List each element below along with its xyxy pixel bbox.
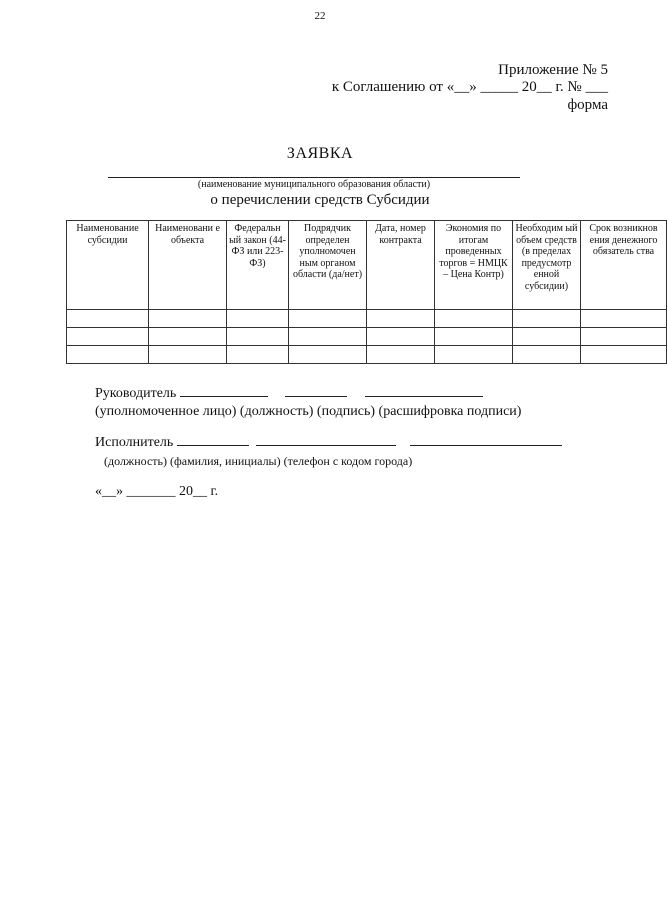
form-label: форма [567, 97, 608, 113]
head-signature-row [95, 384, 483, 402]
column-header: Срок возникнов ения денежного обязатель ства [581, 221, 667, 310]
document-title: ЗАЯВКА [286, 145, 354, 162]
column-header: Федеральн ый закон (44-ФЗ или 223-ФЗ) [227, 221, 289, 310]
column-header: Необходим ый объем средств (в пределах предусмотр енной субсидии) [513, 221, 581, 310]
table-cell [289, 346, 367, 364]
column-header: Дата, номер контракта [367, 221, 435, 310]
municipality-fill-line [108, 177, 520, 178]
table-cell [581, 310, 667, 328]
table-row [67, 310, 667, 328]
executor-label: Исполнитель [95, 435, 174, 450]
table-cell [149, 310, 227, 328]
document-subtitle: о перечислении средств Субсидии [210, 192, 430, 208]
table-cell [581, 346, 667, 364]
table-cell [435, 346, 513, 364]
table-cell [367, 346, 435, 364]
executor-caption: (должность) (фамилия, инициалы) (телефон с кодом города) [104, 454, 413, 468]
executor-phone-line [410, 433, 562, 446]
table-cell [227, 346, 289, 364]
table-cell [227, 310, 289, 328]
column-header: Наименовани е объекта [149, 221, 227, 310]
table-cell [513, 328, 581, 346]
head-label: Руководитель [95, 386, 177, 401]
executor-position-line [177, 433, 249, 446]
table-cell [513, 346, 581, 364]
table-cell [67, 328, 149, 346]
agreement-reference: к Соглашению от «__» _____ 20__ г. № ___ [331, 79, 608, 95]
head-name-line [365, 384, 483, 397]
column-header: Подрядчик определен уполномочен ным органом области (да/нет) [289, 221, 367, 310]
column-header: Наименование субсидии [67, 221, 149, 310]
table-cell [149, 346, 227, 364]
head-signature-line [285, 384, 347, 397]
municipality-caption: (наименование муниципального образования области) [197, 179, 431, 190]
table-cell [367, 310, 435, 328]
head-position-line [180, 384, 268, 397]
table-cell [67, 310, 149, 328]
table-cell [289, 328, 367, 346]
request-table [66, 220, 667, 364]
table-cell [513, 310, 581, 328]
table-row [67, 328, 667, 346]
executor-signature-row [95, 433, 562, 451]
appendix-number: Приложение № 5 [498, 62, 608, 78]
table-header-row [67, 221, 667, 310]
table-cell [289, 310, 367, 328]
table-cell [581, 328, 667, 346]
executor-name-line [256, 433, 396, 446]
table-cell [149, 328, 227, 346]
table-cell [367, 328, 435, 346]
table-cell [435, 310, 513, 328]
table-row [67, 346, 667, 364]
page-number: 22 [314, 10, 326, 22]
table-cell [435, 328, 513, 346]
date-line: «__» _______ 20__ г. [95, 484, 219, 499]
table-cell [227, 328, 289, 346]
table-cell [67, 346, 149, 364]
column-header: Экономия по итогам проведенных торгов = НМЦК – Цена Контр) [435, 221, 513, 310]
head-caption: (уполномоченное лицо) (должность) (подпись) (расшифровка подписи) [95, 404, 522, 419]
